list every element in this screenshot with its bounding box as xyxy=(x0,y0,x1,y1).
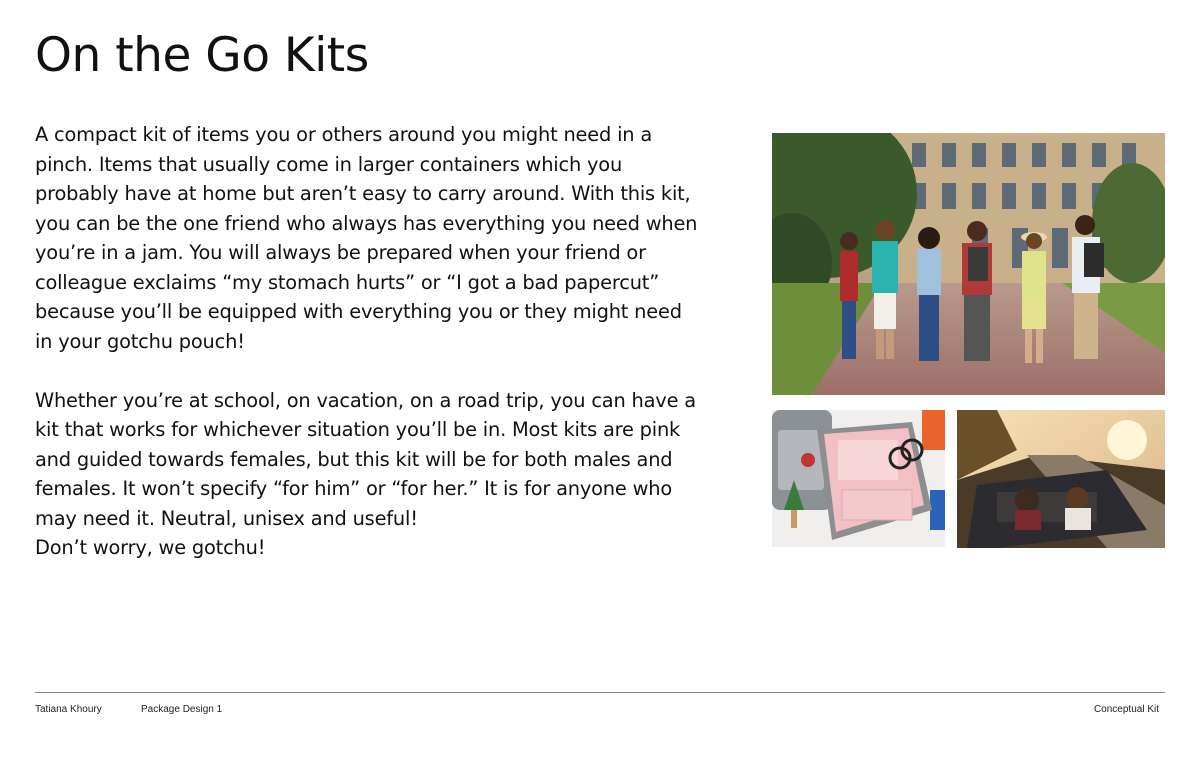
paragraph-intro: A compact kit of items you or others around you might need in a pinch. Items that usually come in larger containers which you probably have at home but aren’t easy to carry around. With this kit, you can be the one friend who always has everything you need when you’re in a jam. You will always be prepared when your friend or colleague exclaims “my stomach hurts” or “I got a bad papercut” because you’ll be equipped with everything you or they might need in your gotchu pouch! xyxy=(35,123,698,353)
paragraph-closing: Don’t worry, we gotchu! xyxy=(35,536,266,559)
footer-divider xyxy=(35,692,1165,693)
footer-project: Conceptual Kit xyxy=(1093,704,1159,715)
footer-author: Tatiana Khoury xyxy=(35,704,102,715)
paragraph-usage: Whether you’re at school, on vacation, on a road trip, you can have a kit that works for whichever situation you’ll be in. Most kits are pink and guided towards females, but this kit will be for both males and females. It won’t specify “for him” or “for her.” It is for anyone who may need it. Neutral, unisex and useful! xyxy=(35,388,696,530)
page-title: On the Go Kits xyxy=(35,28,369,83)
footer-course: Package Design 1 xyxy=(141,704,223,715)
students-walking-photo xyxy=(772,133,1165,395)
road-trip-photo xyxy=(957,410,1165,548)
first-aid-kit-photo xyxy=(772,410,945,547)
body-text xyxy=(35,120,700,592)
